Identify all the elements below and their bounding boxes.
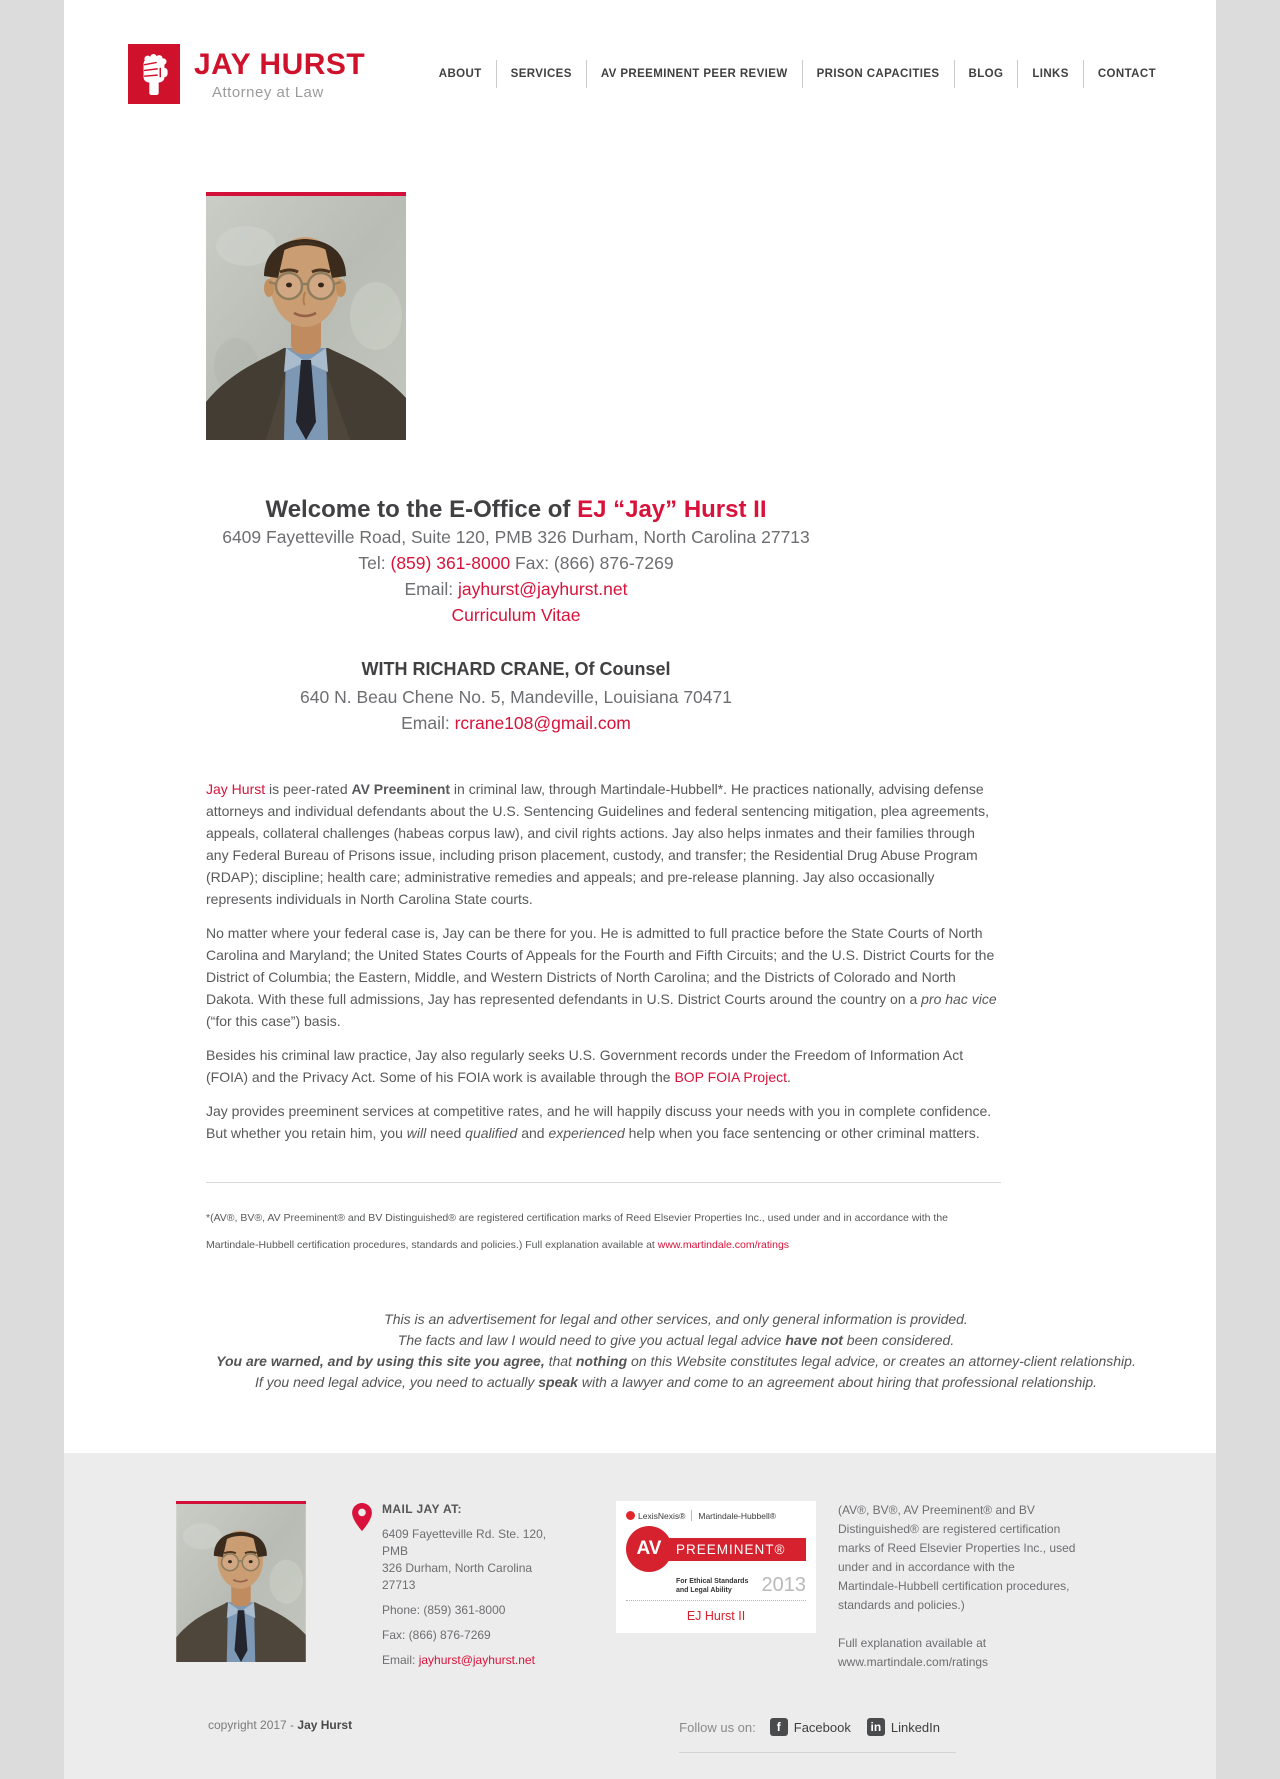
mail-email-line: Email: jayhurst@jayhurst.net xyxy=(382,1653,535,1667)
facebook-link[interactable]: f Facebook xyxy=(770,1718,851,1736)
preeminent-banner: PREEMINENT® xyxy=(664,1538,806,1561)
footer-ratings-link[interactable]: www.martindale.com/ratings xyxy=(838,1655,989,1669)
brand-text xyxy=(194,48,365,101)
counsel-section xyxy=(206,654,826,736)
counsel-heading: WITH RICHARD CRANE, Of Counsel xyxy=(361,659,671,679)
copyright-name: Jay Hurst xyxy=(297,1718,353,1732)
brand-logo[interactable] xyxy=(128,44,180,104)
nav-item-blog[interactable]: BLOG xyxy=(955,60,1019,88)
martindale-label: Martindale-Hubbell® xyxy=(698,1510,776,1521)
disclaimer-line-4: If you need legal advice, you need to actually speak with a lawyer and come to an agreement about hiring that professional relationship. xyxy=(254,1374,1098,1390)
body-paragraph-1: Jay Hurst is peer-rated AV Preeminent in criminal law, through Martindale-Hubbell*. He practices nationally, advising defense attorneys and individual defendants about the U.S. Sentencing Guidelines and federal sentencing mitigation, plea agreements, appeals, collateral challenges (habeas corpus law), and civil rights actions. Jay also helps inmates and their families through any Federal Bureau of Prisons issue, including prison placement, custody, and transfer; the Residential Drug Abuse Program (RDAP); discipline; health care; administrative remedies and appeals; and pre-release planning. Jay also occasionally represents individuals in North Carolina State courts. xyxy=(206,781,989,907)
disclaimer-line-1: This is an advertisement for legal and other services, and only general information is provided. xyxy=(384,1311,968,1327)
counsel-email-line: Email: rcrane108@gmail.com xyxy=(401,713,631,733)
welcome-name: EJ “Jay” Hurst II xyxy=(577,496,767,523)
counsel-email-link[interactable]: rcrane108@gmail.com xyxy=(454,713,631,733)
certification-footnote: *(AV®, BV®, AV Preeminent® and BV Distinguished® are registered certification marks of Reed Elsevier Properties Inc., used under and in accordance with the Martindale-Hubbell certification procedures, standards and policies.) Full explanation available at www.martindale.com/ratings xyxy=(206,1212,949,1251)
location-pin-icon xyxy=(352,1503,372,1669)
footer-legal-block xyxy=(838,1501,1078,1672)
main-nav xyxy=(425,60,1156,88)
inline-text-link[interactable]: BOP FOIA Project xyxy=(674,1069,787,1085)
site-header xyxy=(64,0,1216,142)
nav-item-about[interactable]: ABOUT xyxy=(425,60,497,88)
lexisnexis-flame-icon xyxy=(626,1511,635,1520)
nav-item-contact[interactable]: CONTACT xyxy=(1097,68,1156,80)
section-divider xyxy=(206,1182,1001,1183)
welcome-section xyxy=(206,496,826,736)
facebook-icon: f xyxy=(770,1718,788,1736)
main-content xyxy=(64,142,1216,1453)
linkedin-icon: in xyxy=(867,1718,885,1736)
inline-text-link[interactable]: www.martindale.com/ratings xyxy=(657,1239,790,1251)
site-footer xyxy=(64,1453,1216,1779)
mail-heading: MAIL JAY AT: xyxy=(382,1502,462,1516)
cv-link[interactable]: Curriculum Vitae xyxy=(451,605,581,625)
mail-address-line2: 326 Durham, North Carolina 27713 xyxy=(382,1561,533,1592)
portrait-photo xyxy=(206,192,406,440)
copyright-text: copyright 2017 - Jay Hurst xyxy=(208,1718,353,1732)
mail-phone: Phone: (859) 361-8000 xyxy=(382,1603,506,1617)
disclaimer-line-2: The facts and law I would need to give you actual legal advice have not been considered. xyxy=(397,1332,955,1348)
welcome-heading: Welcome to the E-Office of EJ “Jay” Hurst II xyxy=(265,496,767,523)
follow-label: Follow us on: xyxy=(679,1719,756,1735)
raised-fist-icon xyxy=(135,49,173,100)
badge-standards: For Ethical Standards and Legal Ability xyxy=(676,1578,749,1594)
inline-text-link[interactable]: Jay Hurst xyxy=(206,781,266,797)
footer-legal-text: (AV®, BV®, AV Preeminent® and BV Distinguished® are registered certification marks of Reed Elsevier Properties Inc., used under and in accordance with the Martindale-Hubbell certification procedures, standards and policies.) xyxy=(838,1503,1076,1612)
ad-disclaimer xyxy=(206,1309,1216,1393)
linkedin-link[interactable]: in LinkedIn xyxy=(867,1718,940,1736)
email-link[interactable]: jayhurst@jayhurst.net xyxy=(457,579,628,599)
av-preeminent-badge[interactable] xyxy=(616,1501,816,1633)
footer-full-explanation: Full explanation available at www.martindale.com/ratings xyxy=(838,1634,1078,1672)
badge-separator xyxy=(691,1510,692,1521)
tel-link[interactable]: (859) 361-8000 xyxy=(390,553,511,573)
badge-year: 2013 xyxy=(761,1574,806,1596)
body-paragraph-4: Jay provides preeminent services at competitive rates, and he will happily discuss your needs with you in complete confidence. But whether you retain him, you will need qualified and experienced help when you face sentencing or other criminal matters. xyxy=(206,1103,992,1141)
av-circle: AV xyxy=(626,1526,672,1572)
body-paragraph-2: No matter where your federal case is, Jay can be there for you. He is admitted to full practice before the State Courts of North Carolina and Maryland; the United States Courts of Appeals for the Fourth and Fifth Circuits; and the U.S. District Courts for the District of Columbia; the Eastern, Middle, and Western Districts of North Carolina; and the Districts of Colorado and North Dakota. With these full admissions, Jay has represented defendants in U.S. District Courts around the country on a pro hac vice (“for this case”) basis. xyxy=(206,925,997,1029)
brand-tagline: Attorney at Law xyxy=(212,83,324,101)
badge-dotted-divider xyxy=(626,1600,806,1601)
follow-group xyxy=(679,1718,956,1753)
page xyxy=(64,0,1216,1779)
body-copy xyxy=(206,778,1001,1144)
office-address: 6409 Fayetteville Road, Suite 120, PMB 326 Durham, North Carolina 27713 xyxy=(222,527,810,547)
footer-photo xyxy=(176,1501,306,1662)
brand-name: JAY HURST xyxy=(194,47,366,81)
nav-item-links[interactable]: LINKS xyxy=(1018,60,1084,88)
nav-item-services[interactable]: SERVICES xyxy=(497,60,587,88)
nav-item-av-preeminent-peer-review[interactable]: AV PREEMINENT PEER REVIEW xyxy=(587,60,803,88)
counsel-address: 640 N. Beau Chene No. 5, Mandeville, Louisiana 70471 xyxy=(300,687,732,707)
mail-address-line1: 6409 Fayetteville Rd. Ste. 120, PMB xyxy=(382,1527,547,1558)
body-paragraph-3: Besides his criminal law practice, Jay also regularly seeks U.S. Government records under the Freedom of Information Act (FOIA) and the Privacy Act. Some of his FOIA work is available through the BOP FOIA Project. xyxy=(206,1047,964,1085)
mail-block xyxy=(352,1501,554,1669)
lexisnexis-label: LexisNexis® xyxy=(638,1510,686,1521)
disclaimer-line-3: You are warned, and by using this site you agree, that nothing on this Website constitutes legal advice, or creates an attorney-client relationship. xyxy=(216,1353,1136,1369)
badge-attorney-name: EJ Hurst II xyxy=(686,1609,746,1623)
mail-fax: Fax: (866) 876-7269 xyxy=(382,1628,491,1642)
nav-item-prison-capacities[interactable]: PRISON CAPACITIES xyxy=(803,60,955,88)
tel-fax-line: Tel: (859) 361-8000 Fax: (866) 876-7269 xyxy=(358,553,674,573)
mail-email-link[interactable]: jayhurst@jayhurst.net xyxy=(418,1653,535,1667)
email-line: Email: jayhurst@jayhurst.net xyxy=(404,579,628,599)
